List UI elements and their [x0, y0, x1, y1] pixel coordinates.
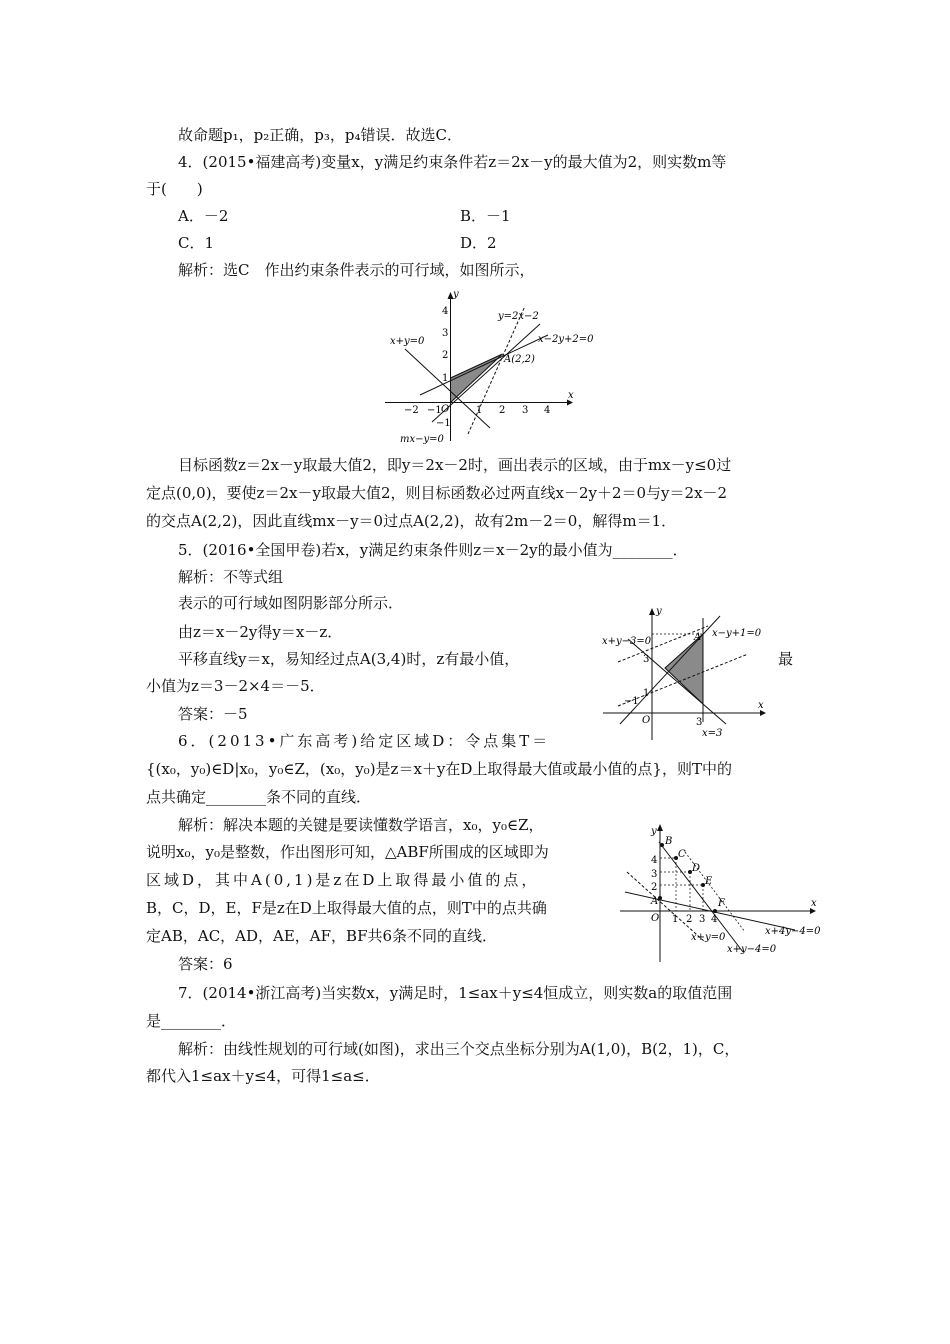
fig2-y-label: y	[656, 606, 662, 617]
fig3-x-label: x	[811, 898, 817, 909]
fig2-ytick: 3	[643, 654, 650, 665]
fig3-label-xy4: x+y−4=0	[727, 944, 777, 955]
fig1-ytick: 4	[442, 306, 449, 317]
fig3-xtick: 2	[686, 914, 693, 925]
text-line-26: 解析：由线性规划的可行域(如图)，求出三个交点坐标分别为A(1,0)，B(2，1)，C，	[178, 1040, 740, 1058]
fig3-y-label: y	[651, 826, 657, 837]
fig3-label-b: B	[665, 836, 673, 847]
text-line-1: 故命题p₁，p₂正确，p₃，p₄错误．故选C．	[178, 126, 462, 144]
fig2-xtick: −1	[624, 696, 639, 707]
text-line-7: 的交点A(2,2)，因此直线mx－y＝0过点A(2,2)，故有2m－2＝0，解得m＝1．	[146, 512, 677, 530]
fig3-ytick: 3	[651, 869, 658, 880]
fig3-xtick: 1	[672, 914, 679, 925]
text-line-25: 是________．	[146, 1012, 237, 1030]
fig2-label-xy3: x+y−3=0	[602, 636, 652, 647]
fig3-label-xy0: x+y=0	[691, 932, 726, 943]
fig2-label-x3: x=3	[702, 728, 723, 739]
fig3-y-arrow	[657, 824, 663, 831]
figure-3	[615, 822, 825, 967]
text-line-2: 4．(2015•福建高考)变量x，y满足约束条件若z＝2x－y的最大值为2，则实数m等	[178, 153, 727, 171]
text-line-4: 解析：选C 作出约束条件表示的可行域，如图所示，	[178, 261, 535, 279]
fig1-x-label: x	[568, 390, 574, 401]
fig3-xtick: 4	[711, 914, 718, 925]
text-line-14: 答案：－5	[178, 705, 248, 723]
figure-2	[598, 604, 773, 744]
fig1-xtick: 4	[544, 405, 551, 416]
fig1-xtick: −2	[404, 405, 419, 416]
fig2-y-arrow	[649, 608, 655, 615]
fig3-label-d: D	[692, 863, 701, 874]
text-line-16: {(x₀，y₀)∈D|x₀，y₀∈Z，(x₀，y₀)是z＝x＋y在D上取得最大值或最小值的点}，则T中的	[146, 760, 732, 778]
fig1-ytick: −1	[436, 418, 451, 429]
fig3-label-a: A	[651, 896, 659, 907]
text-line-3: 于( )	[146, 180, 203, 198]
fig3-point-a-dot	[658, 896, 662, 900]
fig1-label-xy: x+y=0	[390, 336, 425, 347]
option-c: C．1	[178, 234, 215, 252]
text-line-21: B，C，D，E，F是z在D上取得最大值的点，则T中的点共确	[146, 899, 547, 917]
fig2-label-xy1: x−y+1=0	[712, 628, 762, 639]
text-line-13: 小值为z＝3－2×4＝－5．	[146, 677, 325, 695]
fig3-origin: O	[651, 913, 660, 924]
option-d: D．2	[460, 234, 497, 252]
fig2-ytick: 1	[643, 688, 650, 699]
fig1-ytick: 1	[442, 373, 449, 384]
text-line-8: 5．(2016•全国甲卷)若x，y满足约束条件则z＝x－2y的最小值为________．	[178, 541, 688, 559]
text-line-22: 定AB，AC，AD，AE，AF，BF共6条不同的直线．	[146, 927, 498, 945]
text-line-5: 目标函数z＝2x－y取最大值2，即y＝2x－2时，画出表示的区域，由于mx－y≤0过	[178, 456, 732, 474]
fig3-label-c: C	[678, 849, 686, 860]
text-line-9: 解析：不等式组	[178, 568, 284, 586]
text-line-6: 定点(0,0)，要使z＝2x－y取最大值2，则目标函数必过两直线x－2y＋2＝0与y＝2x－2	[146, 484, 728, 502]
text-line-11: 由z＝x－2y得y＝x－z．	[178, 623, 343, 641]
fig1-xtick: 3	[522, 405, 529, 416]
text-line-15: 6．(2013•广东高考)给定区域D：令点集T＝	[178, 732, 551, 750]
fig3-label-x4y4: x+4y−4=0	[765, 926, 821, 937]
fig1-label-x2y: x−2y+2=0	[538, 334, 594, 345]
fig2-xtick: 3	[696, 717, 703, 728]
fig3-point-f-dot	[713, 909, 717, 913]
fig3-ytick: 4	[651, 855, 658, 866]
fig1-point-a: A(2,2)	[504, 354, 535, 365]
fig1-label-mxy: mx−y=0	[400, 434, 444, 445]
figure-1	[380, 286, 610, 446]
text-line-24: 7．(2014•浙江高考)当实数x，y满足时，1≤ax＋y≤4恒成立，则实数a的取值范围	[178, 984, 733, 1002]
fig3-point-b-dot	[660, 843, 664, 847]
text-line-19: 说明x₀，y₀是整数，作出图形可知，△ABF所围成的区域即为	[146, 843, 549, 861]
text-line-17: 点共确定________条不同的直线．	[146, 788, 372, 806]
fig1-ytick: 2	[442, 350, 449, 361]
fig2-line-xy1	[620, 616, 720, 724]
fig2-point-a: A	[694, 632, 702, 643]
fig1-ytick: 3	[442, 328, 449, 339]
fig2-origin: O	[642, 715, 651, 726]
fig3-xtick: 3	[699, 914, 706, 925]
fig1-line-x2y	[420, 335, 548, 395]
fig3-ytick: 2	[651, 882, 658, 893]
fig3-label-f: F	[718, 898, 725, 909]
fig1-xtick: 1	[476, 405, 483, 416]
text-line-10: 表示的可行域如图阴影部分所示．	[178, 594, 404, 612]
text-line-12-end: 最	[778, 650, 794, 668]
fig2-x-label: x	[758, 700, 764, 711]
text-line-18: 解析：解决本题的关键是要读懂数学语言，x₀，y₀∈Z，	[178, 816, 544, 834]
fig1-shaded-region	[451, 354, 503, 403]
fig3-label-e: E	[705, 876, 713, 887]
text-line-12: 平移直线y＝x，易知经过点A(3,4)时，z有最小值，	[178, 650, 520, 668]
fig1-xtick: −1	[427, 405, 442, 416]
option-a: A．－2	[178, 207, 229, 225]
fig1-label-y2x: y=2x−2	[498, 311, 539, 322]
text-line-23: 答案：6	[178, 955, 233, 973]
fig1-y-label: y	[453, 289, 459, 300]
fig1-origin: O	[441, 404, 450, 415]
text-line-20: 区域D，其中A(0,1)是z在D上取得最小值的点，	[146, 871, 540, 889]
option-b: B．－1	[460, 207, 511, 225]
fig1-xtick: 2	[499, 405, 506, 416]
text-line-27: 都代入1≤ax＋y≤4，可得1≤a≤．	[146, 1067, 380, 1085]
